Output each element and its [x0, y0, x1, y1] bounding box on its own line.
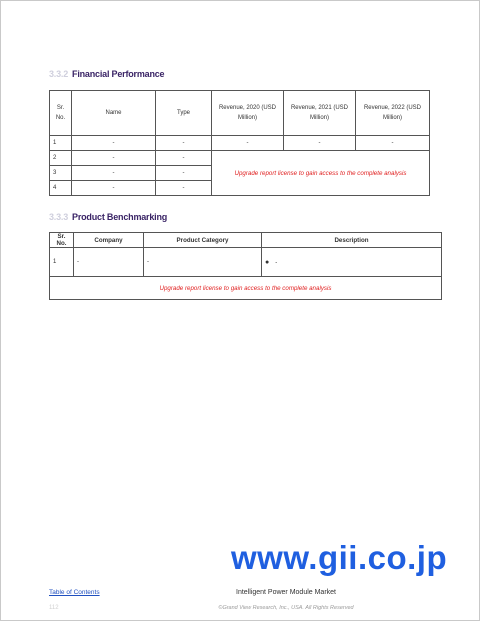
watermark-logo: www.gii.co.jp	[231, 539, 448, 576]
cell-revenue-2022: -	[356, 136, 430, 151]
section-title: Financial Performance	[72, 69, 165, 79]
table-of-contents-link[interactable]: Table of Contents	[49, 589, 100, 596]
product-benchmarking-heading	[49, 212, 167, 222]
cell-sr: 1	[50, 136, 72, 151]
financial-performance-heading	[49, 69, 164, 79]
col-header-company: Company	[74, 233, 144, 248]
table-row	[50, 151, 430, 166]
footer-copyright: ©Grand View Research, Inc., USA. All Rights Reserved	[218, 605, 354, 611]
section-title: Product Benchmarking	[72, 212, 168, 222]
table-header-row	[50, 91, 430, 136]
cell-name: -	[72, 151, 156, 166]
col-header-sr-no: Sr. No.	[50, 233, 74, 248]
col-header-name: Name	[72, 91, 156, 136]
cell-type: -	[156, 136, 212, 151]
col-header-revenue-2020: Revenue, 2020 (USD Million)	[212, 91, 284, 136]
page-number: 112	[49, 605, 59, 611]
table-row	[50, 248, 442, 277]
cell-company: -	[74, 248, 144, 277]
upgrade-notice: Upgrade report license to gain access to the complete analysis	[50, 277, 442, 300]
cell-product-category: -	[144, 248, 262, 277]
cell-revenue-2021: -	[284, 136, 356, 151]
cell-name: -	[72, 136, 156, 151]
bullet-icon: ●	[265, 258, 270, 266]
cell-name: -	[72, 166, 156, 181]
cell-type: -	[156, 181, 212, 196]
section-number: 3.3.3	[49, 212, 69, 222]
cell-sr: 3	[50, 166, 72, 181]
cell-description	[262, 248, 442, 277]
col-header-description: Description	[262, 233, 442, 248]
cell-revenue-2020: -	[212, 136, 284, 151]
product-benchmarking-table	[49, 232, 442, 300]
col-header-revenue-2022: Revenue, 2022 (USD Million)	[356, 91, 430, 136]
cell-type: -	[156, 151, 212, 166]
section-number: 3.3.2	[49, 69, 69, 79]
cell-sr: 2	[50, 151, 72, 166]
description-text: -	[275, 259, 278, 266]
footer-report-title: Intelligent Power Module Market	[236, 589, 336, 596]
col-header-product-category: Product Category	[144, 233, 262, 248]
table-header-row	[50, 233, 442, 248]
cell-name: -	[72, 181, 156, 196]
cell-sr: 4	[50, 181, 72, 196]
table-row	[50, 136, 430, 151]
col-header-type: Type	[156, 91, 212, 136]
cell-sr: 1	[50, 248, 74, 277]
financial-performance-table	[49, 90, 430, 196]
col-header-sr-no: Sr. No.	[50, 91, 72, 136]
table-row	[50, 277, 442, 300]
col-header-revenue-2021: Revenue, 2021 (USD Million)	[284, 91, 356, 136]
cell-type: -	[156, 166, 212, 181]
upgrade-notice: Upgrade report license to gain access to the complete analysis	[212, 151, 430, 196]
